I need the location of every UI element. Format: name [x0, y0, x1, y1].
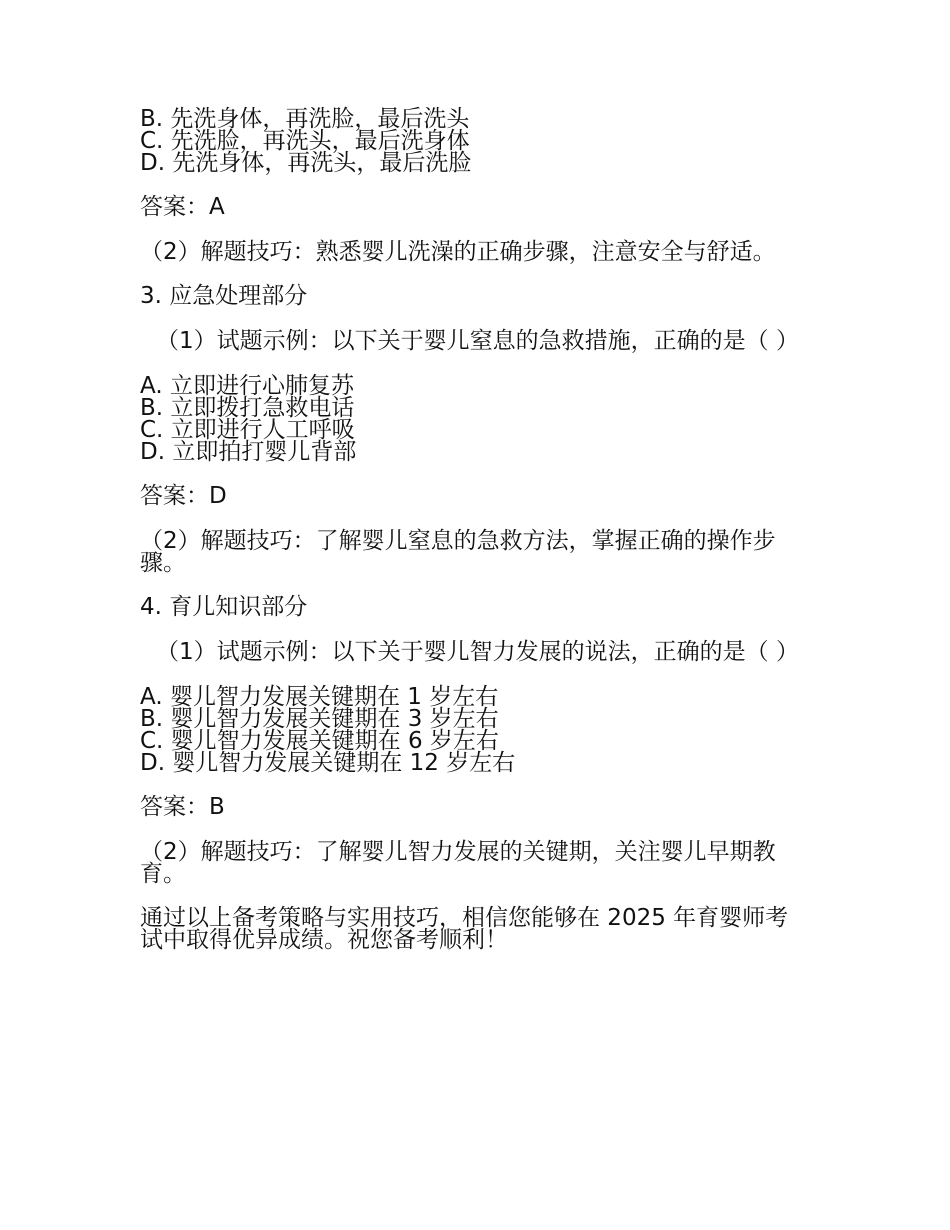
section-4-option-a: A. 婴儿智力发展关键期在 1 岁左右 [140, 684, 499, 710]
q2-option-c: C. 先洗脸，再洗头，最后洗身体 [140, 128, 470, 154]
q2-answer: 答案：A [140, 194, 225, 220]
closing-paragraph: 通过以上备考策略与实用技巧，相信您能够在 2025 年育婴师考试中取得优异成绩。祝您备考顺利！ [140, 905, 789, 953]
section-4-tip: （2）解题技巧：了解婴儿智力发展的关键期，关注婴儿早期教育。 [140, 839, 776, 887]
section-3-answer: 答案：D [140, 483, 227, 509]
section-3-options [140, 375, 810, 463]
section-3-option-b: B. 立即拨打急救电话 [140, 395, 355, 421]
section-4-option-c: C. 婴儿智力发展关键期在 6 岁左右 [140, 728, 499, 754]
q2-option-b: B. 先洗身体，再洗脸，最后洗头 [140, 106, 470, 132]
q2-options [140, 108, 810, 174]
section-3-option-d: D. 立即拍打婴儿背部 [140, 439, 357, 465]
section-3-option-a: A. 立即进行心肺复苏 [140, 373, 354, 399]
q2-tip: （2）解题技巧：熟悉婴儿洗澡的正确步骤，注意安全与舒适。 [140, 239, 776, 265]
section-3-tip: （2）解题技巧：了解婴儿窒息的急救方法，掌握正确的操作步骤。 [140, 528, 776, 576]
section-3-title: 3. 应急处理部分 [140, 283, 308, 309]
section-4-option-d: D. 婴儿智力发展关键期在 12 岁左右 [140, 750, 516, 776]
section-4-question: （1）试题示例：以下关于婴儿智力发展的说法，正确的是（ ） [156, 639, 799, 665]
document-body [140, 108, 810, 951]
section-4-options [140, 686, 810, 774]
q2-option-d: D. 先洗身体，再洗头，最后洗脸 [140, 150, 472, 176]
section-4-title: 4. 育儿知识部分 [140, 594, 308, 620]
section-4-option-b: B. 婴儿智力发展关键期在 3 岁左右 [140, 706, 499, 732]
section-4-answer: 答案：B [140, 794, 225, 820]
section-3-question: （1）试题示例：以下关于婴儿窒息的急救措施，正确的是（ ） [156, 328, 799, 354]
section-3-option-c: C. 立即进行人工呼吸 [140, 417, 355, 443]
